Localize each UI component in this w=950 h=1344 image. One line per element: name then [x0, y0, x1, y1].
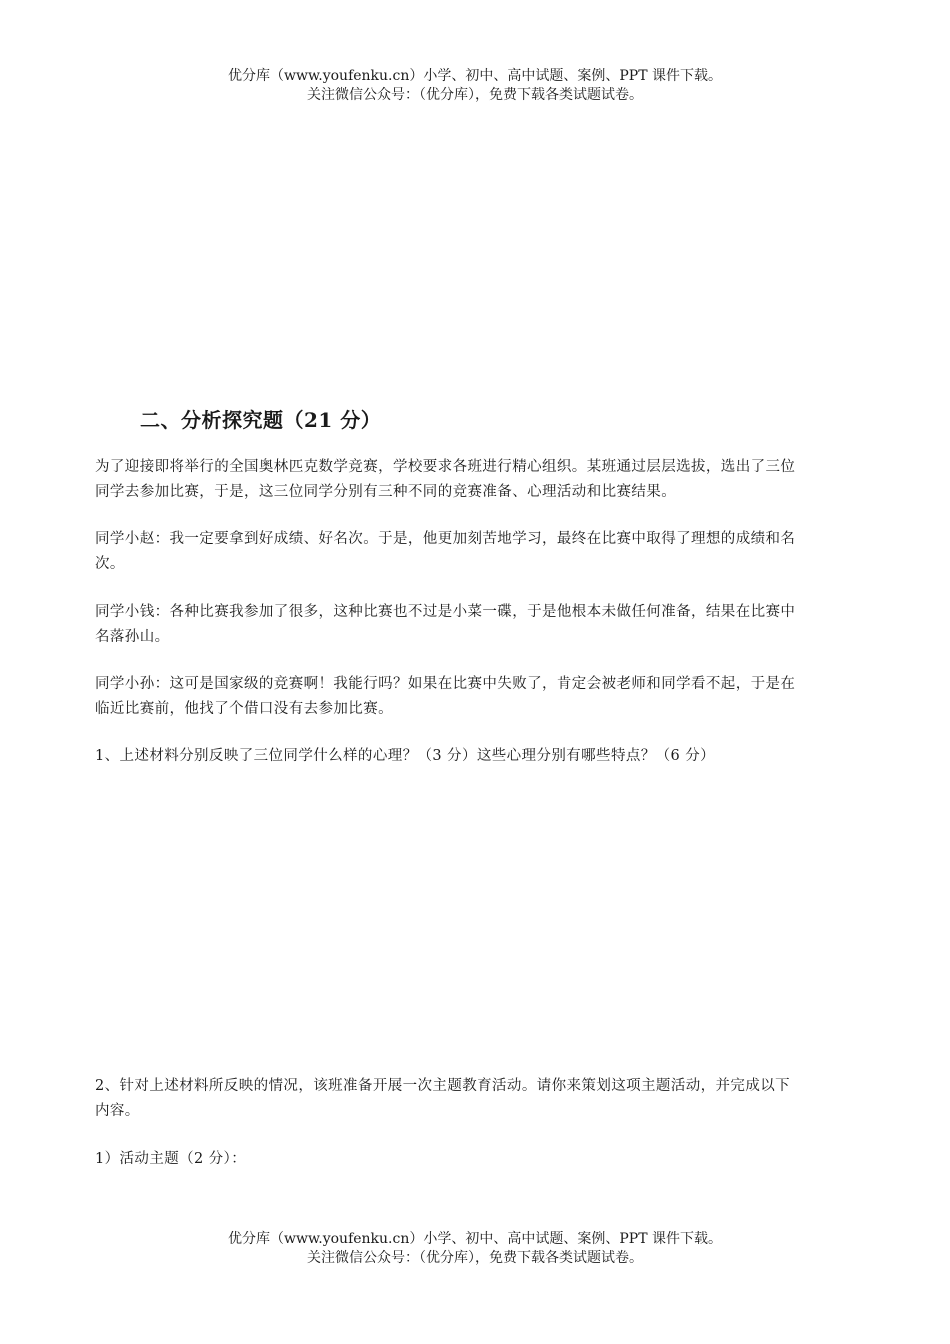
material-intro-line-1: 为了迎接即将举行的全国奥林匹克数学竞赛，学校要求各班进行精心组织。某班通过层层选拔，选出了三位 [95, 459, 796, 475]
material-qian [95, 600, 855, 650]
question-1-text: 1、上述材料分别反映了三位同学什么样的心理？（3 分）这些心理分别有哪些特点？（6 分） [95, 748, 715, 764]
question-2-line-1: 2、针对上述材料所反映的情况，该班准备开展一次主题教育活动。请你来策划这项主题活动，并完成以下 [95, 1078, 791, 1094]
header-line-2: 关注微信公众号：（优分库），免费下载各类试题试卷。 [307, 87, 643, 103]
question-2-1-text: 1）活动主题（2 分）： [95, 1151, 247, 1167]
question-2-line-2: 内容。 [95, 1103, 140, 1119]
material-intro-line-2: 同学去参加比赛，于是，这三位同学分别有三种不同的竞赛准备、心理活动和比赛结果。 [95, 484, 677, 500]
page-footer [0, 1230, 950, 1268]
section-title: 二、分析探究题（21 分） [140, 408, 382, 432]
material-zhao-line-2: 次。 [95, 556, 125, 572]
material-qian-line-2: 名落孙山。 [95, 629, 170, 645]
footer-line-2: 关注微信公众号：（优分库），免费下载各类试题试卷。 [307, 1250, 643, 1266]
header-line-1: 优分库（www.youfenku.cn）小学、初中、高中试题、案例、PPT 课件下载。 [227, 68, 722, 84]
material-intro [95, 455, 855, 505]
material-sun-line-2: 临近比赛前，他找了个借口没有去参加比赛。 [95, 701, 393, 717]
question-1 [95, 744, 855, 769]
material-qian-line-1: 同学小钱：各种比赛我参加了很多，这种比赛也不过是小菜一碟，于是他根本未做任何准备，结果在比赛中 [95, 604, 796, 620]
footer-line-1: 优分库（www.youfenku.cn）小学、初中、高中试题、案例、PPT 课件下载。 [227, 1231, 722, 1247]
material-sun [95, 672, 855, 722]
material-sun-line-1: 同学小孙：这可是国家级的竞赛啊！我能行吗？如果在比赛中失败了，肯定会被老师和同学看不起，于是在 [95, 676, 796, 692]
material-zhao-line-1: 同学小赵：我一定要拿到好成绩、好名次。于是，他更加刻苦地学习，最终在比赛中取得了理想的成绩和名 [95, 531, 796, 547]
question-2-1 [95, 1147, 855, 1172]
page-header [0, 67, 950, 105]
material-zhao [95, 527, 855, 577]
question-2 [95, 1074, 855, 1124]
